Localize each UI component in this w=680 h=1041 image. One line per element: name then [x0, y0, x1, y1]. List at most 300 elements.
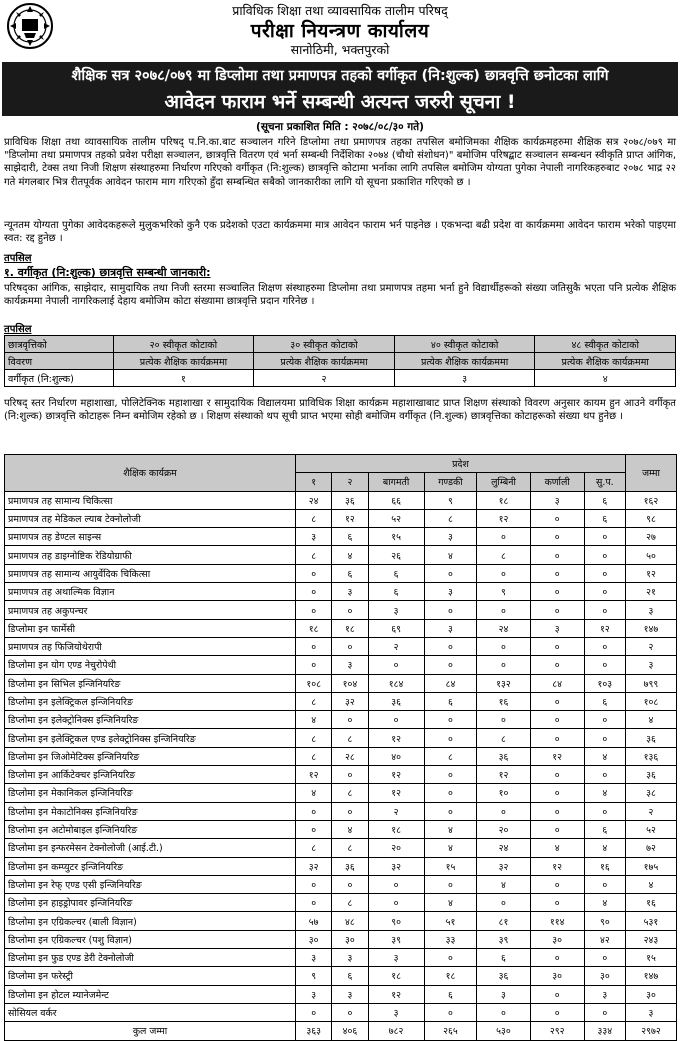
- table-row: [5, 1003, 677, 1021]
- letterhead: [0, 0, 680, 62]
- office-name: परीक्षा नियन्त्रण कार्यालय: [250, 20, 430, 42]
- quota-cell: ३: [424, 528, 477, 546]
- quota-row-label: वर्गीकृत (नि:शुल्क): [5, 370, 114, 387]
- quota-cell: ०: [296, 1003, 332, 1021]
- quota-cell: ८: [296, 839, 332, 857]
- program-name-cell: प्रमाणपत्र तह अथाल्मिक विज्ञान: [5, 583, 296, 601]
- table-row: [5, 491, 677, 509]
- quota-cell: ३: [332, 656, 368, 674]
- quota-cell: ०: [530, 564, 584, 582]
- quota-cell: ०: [296, 656, 332, 674]
- quota-cell: ०: [530, 509, 584, 527]
- quota-cell: ३: [296, 949, 332, 967]
- quota-cell: ८४: [530, 674, 584, 692]
- quota-cell: ४: [424, 546, 477, 564]
- quota-cell: ०: [368, 894, 424, 912]
- program-name-cell: डिप्लोमा इन फार्मेसी: [5, 619, 296, 637]
- section-1-paragraph: परिषद्का आंगिक, साझेदार, सामुदायिक तथा निजी स्तरमा सञ्चालित शिक्षण संस्थाहरुमा डिप्लोमा तथा प्रमाणपत्र तहमा भर्ना हुने विद्यार्थीहरूको संख्या जतिसुकै भएता पनि प्रत्येक शैक्षिक कार्यक्रममा नेपाली नागरिकलाई देहाय बमोजिम कोटा संख्यामा छात्रवृत्ति प्रदान गरिनेछ ।: [4, 283, 676, 308]
- quota-cell: ३: [584, 985, 625, 1003]
- table-row: [5, 766, 677, 784]
- tapsil-label: तपसिल: [4, 253, 32, 264]
- row-total-cell: १७५: [626, 857, 677, 875]
- table-row: [5, 857, 677, 875]
- quota-cell: ०: [332, 802, 368, 820]
- quota-cell: १२: [296, 766, 332, 784]
- quota-cell: ०: [477, 601, 530, 619]
- quota-cell: ८१: [477, 912, 530, 930]
- quota-cell: ०: [584, 528, 625, 546]
- program-name-cell: डिप्लोमा इन इलेक्ट्रोनिक्स इन्जिनियरिङ: [5, 711, 296, 729]
- quota-cell: ८: [296, 509, 332, 527]
- row-total-cell: २४३: [626, 930, 677, 948]
- quota-cell: १२: [584, 619, 625, 637]
- quota-cell: १५: [368, 528, 424, 546]
- quota-cell: २०: [368, 839, 424, 857]
- quota-cell: ४: [584, 839, 625, 857]
- row-total-cell: ३: [626, 656, 677, 674]
- row-total-cell: १२: [626, 564, 677, 582]
- column-total-cell: २६५: [424, 1022, 477, 1040]
- quota-cell: ४: [296, 711, 332, 729]
- quota-cell: ०: [424, 784, 477, 802]
- quota-cell: १८: [368, 820, 424, 838]
- quota-cell: २: [368, 637, 424, 655]
- quota-cell: ४: [424, 839, 477, 857]
- table-row: [5, 583, 677, 601]
- row-total-cell: १५: [626, 949, 677, 967]
- quota-cell: १२: [368, 784, 424, 802]
- table-row: [5, 528, 677, 546]
- quota-cell: ०: [584, 637, 625, 655]
- quota-cell: ९: [477, 583, 530, 601]
- quota-cell: ८: [424, 509, 477, 527]
- section-1-title: १. वर्गीकृत (नि:शुल्क) छात्रवृत्ति सम्बन्धी जानकारी:: [4, 266, 211, 279]
- quota-cell: ३६: [332, 491, 368, 509]
- program-name-cell: डिप्लोमा इन रेफ् एण्ड एसी इन्जिनियरिङ: [5, 875, 296, 893]
- quota-cell: ०: [424, 1003, 477, 1021]
- publication-date: (सूचना प्रकाशित मिति : २०७८/०८/३० गते): [256, 121, 424, 133]
- quota-cell: ०: [530, 820, 584, 838]
- row-total-cell: १६२: [626, 491, 677, 509]
- table-row: [5, 692, 677, 710]
- table-row: [5, 985, 677, 1003]
- program-name-cell: डिप्लोमा इन एग्रिकल्चर (बाली विज्ञान): [5, 912, 296, 930]
- quota-cell: २४: [477, 839, 530, 857]
- table-row: [5, 619, 677, 637]
- quota-cell: ३०: [530, 930, 584, 948]
- quota-cell: ०: [530, 583, 584, 601]
- row-total-cell: ३: [626, 1003, 677, 1021]
- quota-cell: ०: [368, 711, 424, 729]
- quota-cell: ०: [477, 894, 530, 912]
- quota-cell: ४२: [584, 930, 625, 948]
- quota-cell: ४: [584, 747, 625, 765]
- quota-cell: ८४: [424, 674, 477, 692]
- quota-cell: १८: [477, 491, 530, 509]
- table-row: [5, 509, 677, 527]
- column-total-cell: ५३०: [477, 1022, 530, 1040]
- row-total-cell: ४: [626, 711, 677, 729]
- quota-head-cell: प्रत्येक शैक्षिक कार्यक्रममा: [113, 353, 254, 370]
- quota-cell: १०३: [584, 674, 625, 692]
- quota-cell: १०४: [332, 674, 368, 692]
- quota-cell: ८: [296, 546, 332, 564]
- quota-cell: १६: [584, 857, 625, 875]
- quota-cell: ६: [584, 692, 625, 710]
- table-body: [5, 491, 677, 1022]
- quota-cell: ३९: [477, 930, 530, 948]
- quota-cell: ६: [477, 949, 530, 967]
- province-header-cell: १: [296, 473, 332, 491]
- quota-cell: १२: [530, 857, 584, 875]
- table-row: [5, 674, 677, 692]
- banner-line-2: आवेदन फाराम भर्ने सम्बन्धी अत्यन्त जरुरी सूचना !: [164, 91, 516, 113]
- quota-cell: ८: [296, 692, 332, 710]
- quota-header-row: [5, 353, 676, 370]
- quota-cell: ४०: [368, 747, 424, 765]
- quota-cell: ०: [530, 546, 584, 564]
- quota-cell: १२: [368, 985, 424, 1003]
- quota-cell: ०: [530, 949, 584, 967]
- row-total-cell: ३८: [626, 784, 677, 802]
- quota-cell: ३२: [368, 857, 424, 875]
- quota-cell: ०: [296, 583, 332, 601]
- quota-cell: ३: [332, 583, 368, 601]
- quota-cell: १२: [368, 729, 424, 747]
- quota-cell: ०: [477, 656, 530, 674]
- row-total-cell: २७: [626, 528, 677, 546]
- quota-cell: १२: [332, 509, 368, 527]
- banner-line-1: शैक्षिक सत्र २०७८/०७९ मा डिप्लोमा तथा प्रमाणपत्र तहको वर्गीकृत (नि:शुल्क) छात्रवृत्ति छनोटका लागि: [71, 68, 609, 84]
- quota-cell: २४: [477, 619, 530, 637]
- quota-value: ४: [535, 370, 676, 387]
- quota-cell: ०: [530, 875, 584, 893]
- quota-cell: ०: [530, 1003, 584, 1021]
- quota-cell: ०: [584, 564, 625, 582]
- column-total-cell: ७८२: [368, 1022, 424, 1040]
- quota-cell: ३२: [296, 857, 332, 875]
- quota-cell: ०: [296, 820, 332, 838]
- quota-cell: ४: [530, 839, 584, 857]
- quota-cell: ०: [584, 729, 625, 747]
- quota-cell: ०: [530, 784, 584, 802]
- intro-paragraph: प्राविधिक शिक्षा तथा व्यावसायिक तालीम परिषद् प.नि.का.बाट सञ्चालन गरिने डिप्लोमा तथा प्रमाणपत्र तहका तपसिल बमोजिमका शैक्षिक कार्यक्रमहरुमा शैक्षिक सत्र २०७८/०७९ मा "डिप्लोमा तथा प्रमाणपत्र तहको प्रवेश परीक्षा सञ्चालन, छात्रवृत्ति वितरण एवं भर्ना सम्बन्धी निर्देशिका २०७४ (चौथो संशोधन)" बमोजिम परिषद्बाट सञ्चालन सम्बन्धन स्वीकृति प्राप्त आंगिक, साझेदारी, टेक्स तथा निजी शिक्षण संस्थाहरुमा निर्धारण गरिएको वर्गीकृत (नि:शुल्क) छात्रवृत्ति कोटामा भर्नाका लागि तपसिल बमोजिम योग्यता पुगेका नेपाली नागरिकहरुबाट २०७८ भाद्र २२ गते मंगलबार भित्र रीतपूर्वक आवेदन फाराम माग गरिएको हुँदा सम्बन्धित सबैको जानकारीका लागि यो सूचना प्रकाशित गरिएको छ ।: [4, 137, 676, 188]
- grand-total-label: कुल जम्मा: [5, 1022, 296, 1040]
- quota-cell: ३: [368, 601, 424, 619]
- table-row: [5, 784, 677, 802]
- table-row: [5, 546, 677, 564]
- quota-cell: ०: [424, 875, 477, 893]
- quota-cell: १८: [296, 619, 332, 637]
- program-name-cell: डिप्लोमा इन अटोमोबाइल इन्जिनियरिङ: [5, 820, 296, 838]
- quota-cell: ३३: [424, 930, 477, 948]
- quota-head-cell: ३० स्वीकृत कोटाको: [254, 336, 395, 353]
- quota-cell: १२: [530, 747, 584, 765]
- row-total-cell: १६: [626, 894, 677, 912]
- province-header-cell: सु.प.: [584, 473, 625, 491]
- row-total-cell: १४७: [626, 967, 677, 985]
- quota-cell: ०: [530, 766, 584, 784]
- quota-cell: ८: [332, 894, 368, 912]
- quota-cell: ३०: [296, 930, 332, 948]
- quota-cell: ३: [424, 583, 477, 601]
- quota-cell: ३०: [530, 967, 584, 985]
- quota-cell: ०: [477, 802, 530, 820]
- quota-cell: ८: [332, 839, 368, 857]
- quota-cell: २: [368, 802, 424, 820]
- program-name-cell: डिप्लोमा इन इलेक्ट्रिकल इन्जिनियरिङ: [5, 692, 296, 710]
- quota-cell: ०: [424, 766, 477, 784]
- program-name-cell: डिप्लोमा इन आर्किटेक्चर इन्जिनियरिङ: [5, 766, 296, 784]
- program-column-header: शैक्षिक कार्यक्रम: [5, 455, 296, 492]
- office-address: सानोठिमी, भक्तपुरको: [290, 42, 390, 57]
- program-name-cell: डिप्लोमा इन कम्प्युटर इन्जिनियरिङ: [5, 857, 296, 875]
- table-row: [5, 747, 677, 765]
- quota-cell: ५१: [424, 912, 477, 930]
- quota-cell: ४: [424, 820, 477, 838]
- quota-cell: ४८: [332, 912, 368, 930]
- quota-cell: ८: [424, 747, 477, 765]
- table-row: [5, 656, 677, 674]
- quota-cell: ०: [530, 894, 584, 912]
- column-total-cell: ३३४: [584, 1022, 625, 1040]
- quota-cell: ३६: [477, 967, 530, 985]
- province-header-cell: गण्डकी: [424, 473, 477, 491]
- quota-cell: १२: [477, 766, 530, 784]
- eligibility-paragraph: न्यूनतम योग्यता पुगेका आवेदकहरूले मुलुकभरिको कुनै एक प्रदेशको एउटा कार्यक्रममा मात्र आवेदन फाराम भर्न पाइनेछ । एकभन्दा बढी प्रदेश वा कार्यक्रममा आवेदन फाराम भरेको पाइएमा स्वत: रद्द हुनेछ ।: [4, 220, 676, 245]
- quota-head-cell: २० स्वीकृत कोटाको: [113, 336, 254, 353]
- quota-cell: ०: [584, 766, 625, 784]
- table-row: [5, 601, 677, 619]
- program-name-cell: डिप्लोमा इन फरेस्ट्री: [5, 967, 296, 985]
- quota-cell: ०: [424, 802, 477, 820]
- quota-head-cell: प्रत्येक शैक्षिक कार्यक्रममा: [535, 353, 676, 370]
- row-total-cell: १३६: [626, 747, 677, 765]
- council-name: प्राविधिक शिक्षा तथा व्यावसायिक तालीम परिषद्: [232, 3, 448, 18]
- program-name-cell: डिप्लोमा इन होटल म्यानेजमेन्ट: [5, 985, 296, 1003]
- quota-head-cell: ४० स्वीकृत कोटाको: [394, 336, 535, 353]
- quota-cell: ०: [477, 564, 530, 582]
- quota-cell: ०: [296, 875, 332, 893]
- row-total-cell: १४७: [626, 619, 677, 637]
- table-row: [5, 564, 677, 582]
- quota-cell: ०: [584, 1003, 625, 1021]
- quota-cell: ३२: [477, 857, 530, 875]
- quota-value: १: [113, 370, 254, 387]
- quota-cell: ३: [530, 491, 584, 509]
- column-total-cell: २९७२: [626, 1022, 677, 1040]
- row-total-cell: ४: [626, 875, 677, 893]
- quota-cell: ०: [296, 564, 332, 582]
- program-name-cell: डिप्लोमा इन हाइड्रोपावर इन्जिनियरिङ: [5, 894, 296, 912]
- quota-cell: ६: [584, 491, 625, 509]
- table-row: [5, 875, 677, 893]
- quota-cell: ९०: [368, 912, 424, 930]
- row-total-cell: ५२: [626, 820, 677, 838]
- quota-cell: ०: [296, 894, 332, 912]
- quota-cell: १०८: [296, 674, 332, 692]
- quota-cell: ९०: [584, 912, 625, 930]
- quota-head-cell: विवरण: [5, 353, 114, 370]
- quota-cell: ३: [332, 949, 368, 967]
- row-total-cell: ३६: [626, 729, 677, 747]
- quota-cell: ३: [368, 949, 424, 967]
- province-header-cell: लुम्बिनी: [477, 473, 530, 491]
- quota-cell: ०: [368, 656, 424, 674]
- quota-cell: ३२: [332, 692, 368, 710]
- quota-head-cell: छात्रवृत्तिको: [5, 336, 114, 353]
- province-header-cell: कर्णाली: [530, 473, 584, 491]
- quota-cell: ०: [424, 729, 477, 747]
- quota-cell: ३९: [368, 930, 424, 948]
- quota-cell: ८: [332, 729, 368, 747]
- quota-cell: ६: [584, 509, 625, 527]
- quota-source-paragraph: परिषद् स्तर निर्धारण महाशाखा, पोलिटेक्निक महाशाखा र सामुदायिक विद्यालयमा प्राविधिक शिक्षा कार्यक्रम महाशाखाबाट प्राप्त शिक्षण संस्थाको विवरण अनुसार कायम हुन आउने वर्गीकृत (नि:शुल्क) छात्रवृत्ति कोटाहरू निम्न बमोजिम रहेको छ । शिक्षण संस्थाको थप सूची प्राप्त भएमा सोही बमोजिम वर्गीकृत (नि.शुल्क) छात्रवृत्तिका कोटाहरूको संख्या थप हुनेछ ।: [4, 398, 676, 423]
- quota-cell: ३६: [332, 857, 368, 875]
- quota-cell: ०: [424, 656, 477, 674]
- quota-cell: ३: [296, 528, 332, 546]
- quota-cell: ३६: [477, 747, 530, 765]
- quota-cell: ०: [584, 656, 625, 674]
- quota-cell: ०: [584, 802, 625, 820]
- scholarship-quota-table: [4, 454, 677, 1041]
- quota-cell: ०: [332, 766, 368, 784]
- quota-cell: ०: [424, 949, 477, 967]
- quota-cell: १६: [477, 692, 530, 710]
- quota-cell: ९: [296, 967, 332, 985]
- quota-cell: ०: [477, 528, 530, 546]
- program-name-cell: डिप्लोमा इन इलेक्ट्रिकल एण्ड इलेक्ट्रोनिक्स इन्जिनियरिङ: [5, 729, 296, 747]
- quota-data-row: [5, 370, 676, 387]
- row-total-cell: २: [626, 802, 677, 820]
- table-row: [5, 912, 677, 930]
- quota-cell: ०: [530, 711, 584, 729]
- table-row: [5, 711, 677, 729]
- quota-cell: १२: [477, 509, 530, 527]
- row-total-cell: ३: [626, 601, 677, 619]
- quota-cell: ६: [332, 528, 368, 546]
- column-total-cell: ४०६: [332, 1022, 368, 1040]
- program-name-cell: प्रमाणपत्र तह मेडिकल ल्याब टेक्नोलोजी: [5, 509, 296, 527]
- table-row: [5, 949, 677, 967]
- quota-cell: ४: [477, 875, 530, 893]
- quota-cell: ३०: [584, 967, 625, 985]
- quota-cell: ६: [424, 692, 477, 710]
- row-total-cell: ५०: [626, 546, 677, 564]
- row-total-cell: ९८: [626, 509, 677, 527]
- program-name-cell: डिप्लोमा इन सिभिल इन्जिनियरिङ: [5, 674, 296, 692]
- table-row: [5, 802, 677, 820]
- row-total-cell: ३०: [626, 985, 677, 1003]
- quota-cell: १८: [424, 967, 477, 985]
- quota-cell: ६: [368, 583, 424, 601]
- quota-cell: ०: [424, 637, 477, 655]
- quota-cell: २४: [296, 491, 332, 509]
- quota-cell: ६: [584, 820, 625, 838]
- quota-cell: ६: [332, 967, 368, 985]
- quota-cell: ०: [368, 875, 424, 893]
- quota-cell: ०: [296, 637, 332, 655]
- quota-cell: ०: [332, 601, 368, 619]
- program-name-cell: डिप्लोमा इन जिओमेटिक्स इन्जिनियरिङ: [5, 747, 296, 765]
- quota-cell: ०: [584, 711, 625, 729]
- quota-cell: ०: [477, 637, 530, 655]
- quota-cell: ६९: [368, 619, 424, 637]
- table-row: [5, 894, 677, 912]
- program-name-cell: डिप्लोमा इन मेकानिकल इन्जिनियरिङ: [5, 784, 296, 802]
- quota-cell: ०: [332, 1003, 368, 1021]
- quota-cell: ८: [477, 729, 530, 747]
- quota-cell: १८४: [368, 674, 424, 692]
- quota-cell: १२: [368, 766, 424, 784]
- quota-cell: २८: [332, 747, 368, 765]
- quota-cell: ०: [530, 692, 584, 710]
- province-header-cell: बागमती: [368, 473, 424, 491]
- table-row: [5, 729, 677, 747]
- column-total-cell: ३६३: [296, 1022, 332, 1040]
- row-total-cell: ७९९: [626, 674, 677, 692]
- quota-cell: ४: [296, 784, 332, 802]
- quota-cell: ३: [296, 985, 332, 1003]
- quota-cell: ४: [332, 546, 368, 564]
- quota-cell: ३: [368, 1003, 424, 1021]
- quota-cell: ०: [296, 601, 332, 619]
- quota-cell: ६६: [368, 491, 424, 509]
- row-total-cell: १०८: [626, 692, 677, 710]
- quota-cell: ०: [530, 656, 584, 674]
- quota-cell: ८: [477, 546, 530, 564]
- program-name-cell: प्रमाणपत्र तह अकुपन्चर: [5, 601, 296, 619]
- quota-cell: ०: [584, 601, 625, 619]
- quota-cell: ५७: [296, 912, 332, 930]
- column-total-cell: २९२: [530, 1022, 584, 1040]
- quota-cell: ०: [584, 949, 625, 967]
- program-name-cell: प्रमाणपत्र तह सामान्य आयुर्वेदिक चिकित्सा: [5, 564, 296, 582]
- quota-cell: ०: [424, 601, 477, 619]
- quota-cell: २०: [477, 820, 530, 838]
- program-name-cell: सोसियल वर्कर: [5, 1003, 296, 1021]
- quota-cell: ४: [332, 820, 368, 838]
- quota-head-cell: प्रत्येक शैक्षिक कार्यक्रममा: [394, 353, 535, 370]
- row-total-cell: ७२: [626, 839, 677, 857]
- quota-cell: ३: [332, 985, 368, 1003]
- row-total-cell: २१: [626, 583, 677, 601]
- row-total-cell: २: [626, 637, 677, 655]
- table-row: [5, 839, 677, 857]
- row-total-cell: ५३१: [626, 912, 677, 930]
- quota-head-cell: ४८ स्वीकृत कोटाको: [535, 336, 676, 353]
- table-row: [5, 820, 677, 838]
- quota-cell: ०: [296, 802, 332, 820]
- quota-cell: ९: [424, 491, 477, 509]
- program-name-cell: प्रमाणपत्र तह डाइग्नोष्टिक रेडियोग्राफी: [5, 546, 296, 564]
- province-header-cell: २: [332, 473, 368, 491]
- quota-cell: ३: [530, 619, 584, 637]
- quota-value: ३: [394, 370, 535, 387]
- quota-cell: ०: [530, 729, 584, 747]
- table-header-row: [5, 455, 677, 473]
- quota-cell: ०: [477, 1003, 530, 1021]
- quota-cell: १८: [368, 967, 424, 985]
- quota-cell: ५२: [368, 509, 424, 527]
- tapsil-label-2: तपसिल: [4, 324, 32, 335]
- quota-cell: ३०: [332, 930, 368, 948]
- quota-cell: ०: [530, 528, 584, 546]
- program-name-cell: डिप्लोमा इन मेकाटोनिक्स इन्जिनियरिङ: [5, 802, 296, 820]
- quota-cell: ०: [530, 637, 584, 655]
- quota-value: २: [254, 370, 395, 387]
- quota-cell: ८: [296, 747, 332, 765]
